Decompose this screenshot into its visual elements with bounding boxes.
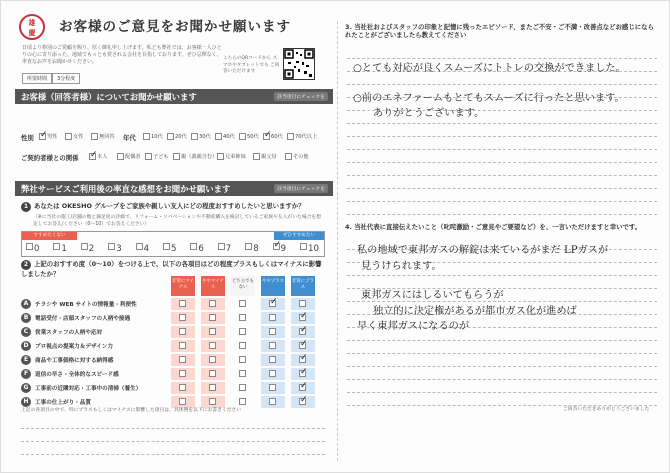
answer-3-line-2: ○前のエネファームもとてもスムーズに行ったと思います。: [353, 93, 625, 104]
scale-number: 1: [61, 244, 67, 254]
checkbox[interactable]: [263, 133, 270, 140]
grid-column-header: ややプラス: [261, 276, 285, 296]
grid-cell[interactable]: [231, 298, 255, 310]
row-letter-badge: H: [21, 397, 31, 407]
answer-4-line-1: 私の地域で東邦ガスの解錠は来ているがまだ LPガスが: [357, 245, 609, 256]
grid-cell[interactable]: [201, 368, 225, 380]
grid-cell[interactable]: [291, 354, 315, 366]
answer-4-line-5: 早く東邦ガスになるのが: [357, 321, 470, 332]
checkbox-option[interactable]: [215, 133, 235, 140]
grid-cell[interactable]: [171, 382, 195, 394]
checkbox-label: 10代: [151, 134, 163, 140]
checkbox-label: 無回答: [99, 134, 115, 140]
grid-checkbox[interactable]: [179, 328, 186, 335]
checkbox-option[interactable]: [285, 153, 309, 160]
section-tag: 該当項目にチェックを: [274, 92, 328, 101]
grid-cell[interactable]: [261, 312, 285, 324]
checkbox-label: 70代以上: [295, 134, 318, 140]
checkbox-option[interactable]: [117, 153, 141, 160]
checkbox-option[interactable]: [39, 133, 57, 140]
section-feedback-title: 弊社サービスご利用後の率直な感想をお聞かせ願います: [21, 184, 231, 194]
question-3-text: 3. 当社社およびスタッフの印象と記憶に残ったエピソード、またご不安・ご不満・改善点などお感じになられたことがございましたら教えてください: [345, 23, 654, 39]
row-letter-badge: G: [21, 383, 31, 393]
grid-column-header: ややマイナス: [201, 276, 225, 296]
grid-row: [21, 298, 325, 310]
scale-number: 3: [116, 244, 122, 254]
qr-code-icon[interactable]: [283, 48, 315, 80]
grid-cell[interactable]: [231, 382, 255, 394]
checkbox-label: 40代: [223, 134, 235, 140]
checkbox-label: その他: [293, 154, 309, 160]
question-1-text: あなたは OKESHO グループをご家族や親しい友人にどの程度おすすめしたいと思いますか？: [34, 202, 305, 210]
checkbox-label: 50代: [247, 134, 259, 140]
checkbox-label: 本人: [97, 154, 108, 160]
grid-checkbox[interactable]: [269, 356, 276, 363]
grid-checkbox[interactable]: [269, 398, 276, 405]
row-label: 工事の仕上がり・品質: [35, 400, 91, 406]
answer-4-line-4: 独立的に決定権があるが都市ガス化が進めば: [373, 306, 577, 317]
checkbox[interactable]: [39, 133, 46, 140]
grid-checkbox[interactable]: [179, 300, 186, 307]
recommend-scale: [21, 231, 325, 257]
checkbox-label: 親（義親含む）: [181, 154, 218, 160]
grid-checkbox[interactable]: [209, 314, 216, 321]
row-label: 商品や工事価格に対する納得感: [35, 358, 114, 364]
grid-cell[interactable]: [261, 382, 285, 394]
grid-checkbox[interactable]: [209, 342, 216, 349]
checkbox[interactable]: [167, 133, 174, 140]
grid-row: [21, 382, 325, 394]
grid-cell[interactable]: [231, 368, 255, 380]
checkbox[interactable]: [91, 133, 98, 140]
checkbox-label: 20代: [175, 134, 187, 140]
section-respondent-header: [15, 89, 333, 104]
grid-cell[interactable]: [171, 312, 195, 324]
question-1-title: [21, 201, 325, 212]
checkbox-label: 親父母: [261, 154, 277, 160]
grid-checkbox[interactable]: [299, 384, 306, 391]
grid-cell[interactable]: [261, 368, 285, 380]
scale-number: 8: [253, 244, 259, 254]
scale-checkbox[interactable]: [273, 243, 280, 250]
grid-row: [21, 354, 325, 366]
checkbox[interactable]: [65, 133, 72, 140]
thank-you-note: ご回答いただきありがとうございました: [563, 407, 650, 412]
grid-checkbox[interactable]: [179, 314, 186, 321]
age-label: 年代: [123, 134, 136, 142]
grid-cell[interactable]: [291, 340, 315, 352]
answer-4-line-3: 東邦ガスにはしるいてもらうが: [361, 290, 504, 301]
grid-cell[interactable]: [201, 298, 225, 310]
note-text: 上記の各項目の中で、特にプラスもしくはマイナスに影響した項目は、具体例を以下にお書きください: [21, 408, 242, 413]
checkbox[interactable]: [145, 153, 152, 160]
grid-cell[interactable]: [261, 298, 285, 310]
grid-checkbox[interactable]: [209, 328, 216, 335]
grid-column-header: 非常にプラス: [291, 276, 315, 296]
grid-cell[interactable]: [231, 312, 255, 324]
scale-checkbox[interactable]: [190, 243, 197, 250]
grid-checkbox[interactable]: [239, 328, 246, 335]
grid-checkbox[interactable]: [239, 398, 246, 405]
grid-cell[interactable]: [291, 382, 315, 394]
grid-checkbox[interactable]: [299, 300, 306, 307]
checkbox-label: 兄弟姉妹: [225, 154, 246, 160]
answer-3-line-3: ありがとうございます。: [373, 108, 485, 119]
row-letter-badge: D: [21, 341, 31, 351]
grid-row: [21, 312, 325, 324]
time-label: 所要時間: [22, 73, 52, 84]
grid-row: [21, 368, 325, 380]
grid-cell[interactable]: [171, 368, 195, 380]
checkbox[interactable]: [173, 153, 180, 160]
question-2-number: 2: [21, 260, 31, 270]
checkbox[interactable]: [143, 133, 150, 140]
grid-checkbox[interactable]: [269, 370, 276, 377]
qr-description: こちらのQRコードから スマホやタブレットでも ご回答いただけます: [223, 56, 280, 75]
grid-checkbox[interactable]: [239, 356, 246, 363]
grid-cell[interactable]: [261, 396, 285, 408]
scale-checkbox[interactable]: [245, 243, 252, 250]
grid-checkbox[interactable]: [269, 300, 276, 307]
company-seal-icon: 雄 慶: [19, 14, 45, 40]
checkbox-option[interactable]: [191, 133, 211, 140]
row-label: プロ視点の提案力＆デザイン力: [35, 344, 113, 350]
checkbox-option[interactable]: [239, 133, 259, 140]
answer-4-line-2: 見うけられます。: [361, 261, 442, 272]
grid-checkbox[interactable]: [239, 300, 246, 307]
checkbox[interactable]: [117, 153, 124, 160]
checkbox-option[interactable]: [91, 133, 115, 140]
row-label: 工事前の近隣対応・工事中の清掃（養生）: [35, 386, 142, 392]
checkbox[interactable]: [191, 133, 198, 140]
grid-checkbox[interactable]: [269, 314, 276, 321]
grid-checkbox[interactable]: [179, 398, 186, 405]
scale-checkbox[interactable]: [26, 243, 33, 250]
grid-checkbox[interactable]: [209, 300, 216, 307]
checkbox-label: 60代: [271, 134, 283, 140]
checkbox[interactable]: [217, 153, 224, 160]
grid-cell[interactable]: [201, 382, 225, 394]
grid-checkbox[interactable]: [179, 342, 186, 349]
grid-cell[interactable]: [171, 340, 195, 352]
scale-left-label: すすめたくない: [22, 232, 77, 240]
row-letter-badge: B: [21, 313, 31, 323]
scale-number: 10: [308, 244, 319, 254]
checkbox[interactable]: [285, 153, 292, 160]
row-label: チラシや WEB サイトの情報量・利便性: [35, 302, 137, 308]
form-title: お客様のご意見をお聞かせ願います: [59, 19, 291, 35]
checkbox-label: 男性: [47, 134, 58, 140]
gender-label: 性別: [21, 134, 34, 142]
comment-lines-left[interactable]: [21, 416, 325, 455]
scale-option[interactable]: [51, 241, 78, 257]
question-1-number: 1: [21, 202, 31, 212]
grid-cell[interactable]: [231, 354, 255, 366]
question-1-subtext: （※に当社の施工/店舗の数と満足度の評価で、リフォーム・リバベーションや不動産購入を検討しているご家族や友人がいた場合を想定してお答え/ください（0〜10）でお答えください）: [33, 215, 321, 227]
scale-option[interactable]: [134, 241, 161, 257]
grid-checkbox[interactable]: [299, 370, 306, 377]
grid-checkbox[interactable]: [239, 384, 246, 391]
checkbox[interactable]: [89, 153, 96, 160]
grid-cell[interactable]: [291, 298, 315, 310]
grid-checkbox[interactable]: [239, 342, 246, 349]
grid-checkbox[interactable]: [209, 356, 216, 363]
scale-checkbox[interactable]: [300, 243, 307, 250]
checkbox-option[interactable]: [263, 133, 283, 140]
grid-cell[interactable]: [291, 396, 315, 408]
checkbox-label: 配偶者: [125, 154, 141, 160]
grid-checkbox[interactable]: [269, 328, 276, 335]
grid-checkbox[interactable]: [239, 370, 246, 377]
scale-option[interactable]: [79, 241, 106, 257]
scale-number: 4: [143, 244, 150, 254]
scale-option[interactable]: [106, 241, 133, 257]
row-label: 営業スタッフの人柄や応対: [35, 330, 103, 336]
grid-checkbox[interactable]: [179, 356, 186, 363]
answer-3-line-1: ○とても対応が良くスムーズにトトレの交換ができました。: [353, 63, 626, 74]
row-letter-badge: C: [21, 327, 31, 337]
checkbox-option[interactable]: [167, 133, 187, 140]
scale-option[interactable]: [188, 241, 215, 257]
grid-cell[interactable]: [261, 326, 285, 338]
relation-label: ご契約者様との関係: [21, 154, 79, 162]
checkbox-option[interactable]: [65, 133, 83, 140]
scale-option[interactable]: [271, 241, 298, 257]
intro-text: 日頃より格別のご愛顧を賜り、厚く御礼申し上げます。私ども弊社では、お客様一人ひとりの心に寄り添った、地域でもっとも愛される会社を目指しております。ぜひ忌憚なく、率直なお声をお聞かせください。: [22, 45, 222, 66]
checkbox[interactable]: [239, 133, 246, 140]
checkbox-option[interactable]: [145, 153, 169, 160]
grid-cell[interactable]: [201, 312, 225, 324]
grid-checkbox[interactable]: [269, 384, 276, 391]
row-label: 電話受付・店頭スタッフの人柄や接遇: [35, 316, 131, 322]
grid-cell[interactable]: [261, 340, 285, 352]
row-letter-badge: F: [21, 369, 31, 379]
grid-cell[interactable]: [291, 326, 315, 338]
scale-number: 2: [88, 244, 95, 254]
checkbox-option[interactable]: [253, 153, 277, 160]
grid-checkbox[interactable]: [179, 370, 186, 377]
scale-checkbox[interactable]: [53, 243, 60, 250]
grid-cell[interactable]: [231, 326, 255, 338]
grid-cell[interactable]: [231, 340, 255, 352]
scale-number: 5: [171, 244, 177, 254]
section-tag-2: 該当項目にチェックを: [274, 184, 328, 193]
grid-cell[interactable]: [171, 354, 195, 366]
grid-cell[interactable]: [171, 298, 195, 310]
scale-option[interactable]: [24, 241, 51, 257]
column-divider: [337, 21, 338, 461]
grid-checkbox[interactable]: [209, 370, 216, 377]
scale-number: 7: [225, 244, 232, 254]
grid-column-header: どちらでもない: [231, 276, 255, 296]
grid-checkbox[interactable]: [299, 342, 306, 349]
grid-row: [21, 326, 325, 338]
grid-cell[interactable]: [291, 312, 315, 324]
section-respondent-title: お客様（回答者様）についてお聞かせ願います: [21, 92, 197, 102]
checkbox-option[interactable]: [173, 153, 217, 160]
grid-column-header: 非常にマイナス: [171, 276, 195, 296]
grid-checkbox[interactable]: [299, 314, 306, 321]
grid-cell[interactable]: [291, 368, 315, 380]
time-value: 3分程度: [52, 73, 80, 84]
scale-checkbox[interactable]: [81, 243, 88, 250]
checkbox-label: 子ども: [153, 154, 169, 160]
question-4-text: 4. 当社代表に直接伝えたいこと（叱咤激励・ご意見やご要望など）を、一言いただけますと幸いです。: [345, 223, 642, 231]
grid-checkbox[interactable]: [179, 384, 186, 391]
scale-checkbox[interactable]: [108, 243, 115, 250]
question-2-text: 上記のおすすめ度（0〜10）をつける上で、以下の各項目はどの程度プラスもしくはマイナスに影響しましたか？: [21, 260, 322, 278]
grid-checkbox[interactable]: [239, 314, 246, 321]
checkbox-label: 30代: [199, 134, 211, 140]
scale-checkbox[interactable]: [163, 243, 170, 250]
grid-cell[interactable]: [201, 354, 225, 366]
scale-checkbox[interactable]: [136, 243, 143, 250]
scale-right-label: ぜひすすめたい: [274, 232, 324, 240]
grid-checkbox[interactable]: [209, 384, 216, 391]
grid-checkbox[interactable]: [299, 328, 306, 335]
grid-cell[interactable]: [201, 340, 225, 352]
scale-number: 9: [280, 244, 287, 254]
checkbox[interactable]: [253, 153, 260, 160]
scale-option[interactable]: [298, 241, 325, 257]
time-estimate: [22, 73, 80, 84]
row-label: 返信の早さ・全体的なスピード感: [35, 372, 119, 378]
row-letter-badge: E: [21, 355, 31, 365]
checkbox-option[interactable]: [287, 133, 317, 140]
checkbox-option[interactable]: [217, 153, 246, 160]
scale-number: 0: [34, 244, 40, 254]
grid-cell[interactable]: [261, 354, 285, 366]
scale-number: 6: [198, 244, 204, 254]
grid-row: [21, 340, 325, 352]
grid-checkbox[interactable]: [299, 398, 306, 405]
grid-cell[interactable]: [201, 326, 225, 338]
scale-option[interactable]: [216, 241, 243, 257]
row-letter-badge: A: [21, 299, 31, 309]
scale-option[interactable]: [161, 241, 188, 257]
checkbox-option[interactable]: [143, 133, 163, 140]
section-feedback-header: [15, 181, 333, 196]
checkbox-option[interactable]: [89, 153, 107, 160]
scale-checkbox[interactable]: [218, 243, 225, 250]
grid-checkbox[interactable]: [269, 342, 276, 349]
grid-checkbox[interactable]: [209, 398, 216, 405]
grid-checkbox[interactable]: [299, 356, 306, 363]
checkbox-label: 女性: [73, 134, 84, 140]
grid-cell[interactable]: [171, 326, 195, 338]
checkbox[interactable]: [287, 133, 294, 140]
checkbox[interactable]: [215, 133, 222, 140]
scale-option[interactable]: [243, 241, 270, 257]
